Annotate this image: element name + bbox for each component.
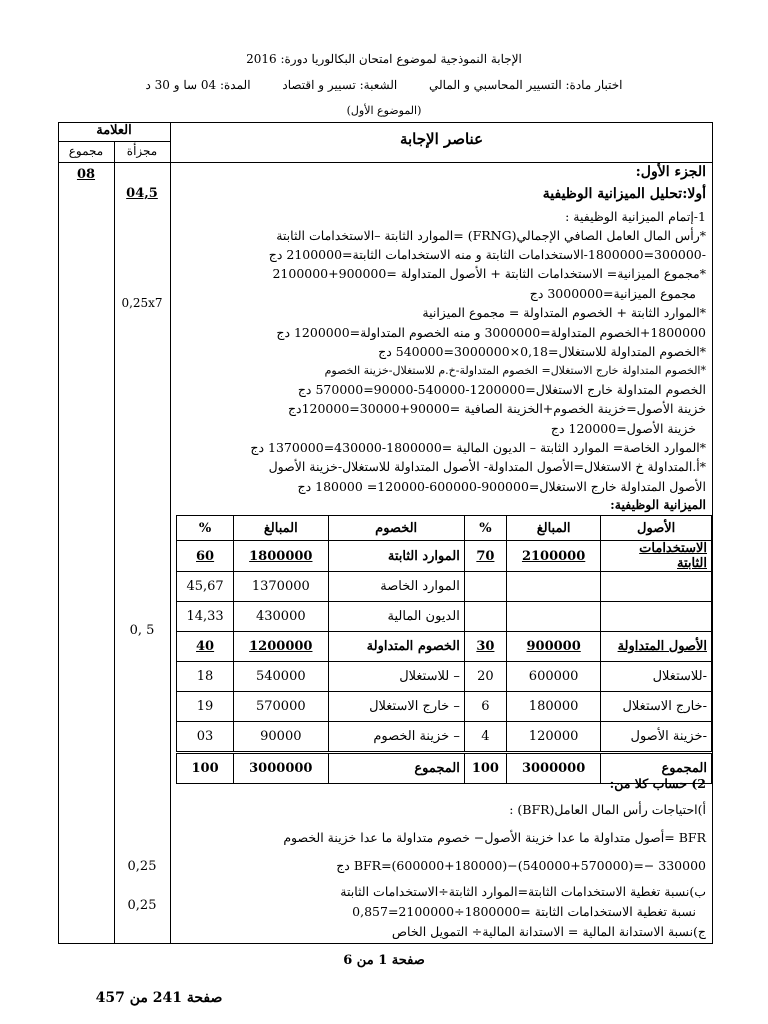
table-row [177, 632, 712, 662]
answer-line: الميزانية الوظيفية: [610, 497, 706, 512]
answer-line: ب)نسبة تغطية الاستخدامات الثابتة=الموارد الثابتة÷الاستخدامات الثابتة [340, 884, 706, 899]
table-cell: 3000000 [234, 753, 328, 784]
table-cell: 45,67 [177, 572, 234, 602]
duration-label: المدة: 04 سا و 30 د [145, 78, 251, 92]
total-mark-value: 08 [76, 167, 96, 182]
answer-line: -300000=1800000-الاستخدامات الثابتة و منه الاستخدامات الثابتة=2100000 دج [268, 247, 706, 262]
table-cell: -خارج الاستغلال [601, 692, 712, 722]
answer-line: 1800000+الخصوم المتداولة=3000000 و منه الخصوم المتداولة=1200000 دج [276, 325, 706, 340]
table-cell: الديون المالية [328, 602, 464, 632]
table-cell: 540000 [234, 662, 328, 692]
part-mark-header: مجزأة [126, 144, 158, 158]
part-mark-value: 0,25 [127, 898, 157, 913]
table-cell: المجموع [328, 753, 464, 784]
answer-line: أولا:تحليل الميزانية الوظيفية [542, 186, 706, 202]
table-cell [506, 602, 600, 632]
table-cell: 30 [464, 632, 506, 662]
table-header-cell: الأصول [601, 516, 712, 541]
table-cell: 40 [177, 632, 234, 662]
table-cell: 03 [177, 722, 234, 753]
answer-line: *مجموع الميزانية= الاستخدامات الثابتة + الأصول المتداولة =900000+2100000 [272, 266, 706, 281]
answer-line: أ)احتياجات رأس المال العامل(BFR) : [509, 802, 706, 817]
marks-column-divider [170, 122, 171, 944]
answer-line: *الموارد الخاصة= الموارد الثابتة – الديون المالية =1800000-430000=1370000 دج [250, 440, 706, 455]
table-cell [506, 572, 600, 602]
table-cell [464, 602, 506, 632]
answer-line: *رأس المال العامل الصافي الإجمالي(FRNG) =الموارد الثابتة –الاستخدامات الثابتة [276, 228, 706, 243]
table-cell: الخصوم المتداولة [328, 632, 464, 662]
table-cell: 19 [177, 692, 234, 722]
table-row [177, 602, 712, 632]
table-header-cell: المبالغ [506, 516, 600, 541]
table-cell [601, 602, 712, 632]
marks-header: العلامة [96, 123, 132, 138]
answer-line: الجزء الأول: [635, 164, 706, 180]
table-cell: الموارد الثابتة [328, 541, 464, 572]
table-cell: 1370000 [234, 572, 328, 602]
table-cell: -خزينة الأصول [601, 722, 712, 753]
table-cell: المجموع [601, 753, 712, 784]
table-cell: – خزينة الخصوم [328, 722, 464, 753]
table-cell: الأصول المتداولة [601, 632, 712, 662]
table-cell: 600000 [506, 662, 600, 692]
marks-header-divider [58, 141, 170, 142]
answer-line: *الخصوم المتداولة للاستغلال=0,18×3000000=540000 دج [378, 344, 706, 359]
functional-balance-table [176, 515, 712, 784]
table-cell: 1200000 [234, 632, 328, 662]
table-cell: – للاستغلال [328, 662, 464, 692]
table-cell: 2100000 [506, 541, 600, 572]
answer-line: نسبة تغطية الاستخدامات الثابتة =1800000÷2100000=0,857 [352, 904, 696, 919]
branch-label: الشعبة: تسيير و اقتصاد [282, 78, 398, 92]
table-cell: 570000 [234, 692, 328, 722]
part-mark-value: 04,5 [126, 186, 158, 201]
table-cell: 430000 [234, 602, 328, 632]
table-cell: 180000 [506, 692, 600, 722]
table-row [177, 722, 712, 753]
table-header-cell: % [177, 516, 234, 541]
answer-line: *أ.المتداولة خ الاستغلال=الأصول المتداولة- الأصول المتداولة للاستغلال-خزينة الأصول [268, 459, 706, 474]
answer-line: *الخصوم المتداولة خارج الاستغلال= الخصوم المتداولة-خ.م للاستغلال-خزينة الخصوم [324, 364, 706, 377]
answer-line: BFR =أصول متداولة ما عدا خزينة الأصول− خصوم متداولة ما عدا خزينة الخصوم [283, 830, 706, 845]
subject-label: اختبار مادة: التسيير المحاسبي و المالي [429, 78, 623, 92]
table-cell: 90000 [234, 722, 328, 753]
table-cell: 1800000 [234, 541, 328, 572]
table-cell: 18 [177, 662, 234, 692]
table-cell: 900000 [506, 632, 600, 662]
answer-line: الأصول المتداولة خارج الاستغلال=900000-600000-120000= 180000 دج [297, 479, 706, 494]
part-mark-value: 0,25 [127, 859, 157, 874]
part-mark-value: 0, 5 [129, 623, 155, 638]
global-page-number: صفحة 241 من 457 [95, 990, 223, 1006]
answer-line: خزينة الأصول=خزينة الخصوم+الخزينة الصافية =90000+30000=120000دج [287, 401, 706, 416]
header-bottom-divider [58, 162, 713, 163]
answer-line: *الموارد الثابتة + الخصوم المتداولة = مجموع الميزانية [422, 305, 706, 320]
table-cell: 70 [464, 541, 506, 572]
answer-line: 2) حساب كلا من: [609, 776, 706, 791]
table-header-row [177, 516, 712, 541]
part-mark-value: 0,25x7 [121, 296, 163, 310]
table-cell: 20 [464, 662, 506, 692]
table-cell: 100 [177, 753, 234, 784]
page-number: صفحة 1 من 6 [343, 953, 425, 968]
table-cell: الاستخدامات الثابتة [601, 541, 712, 572]
table-cell: – خارج الاستغلال [328, 692, 464, 722]
exam-header-info [0, 78, 768, 92]
exam-header-title: الإجابة النموذجية لموضوع امتحان البكالوريا دورة: 2016 [246, 52, 522, 66]
table-cell [464, 572, 506, 602]
table-row [177, 692, 712, 722]
answer-line: ج)نسبة الاستدانة المالية = الاستدانة المالية÷ التمويل الخاص [391, 924, 706, 939]
table-cell: 120000 [506, 722, 600, 753]
total-mark-header: مجموع [68, 144, 104, 158]
answer-elements-header: عناصر الإجابة [399, 130, 484, 148]
marks-subcolumn-divider [114, 141, 115, 944]
topic-label: (الموضوع الأول) [346, 104, 422, 117]
table-cell: الموارد الخاصة [328, 572, 464, 602]
table-cell: 60 [177, 541, 234, 572]
answer-line: الخصوم المتداولة خارج الاستغلال=1200000-540000-90000=570000 دج [297, 382, 706, 397]
table-header-cell: الخصوم [328, 516, 464, 541]
table-cell: 4 [464, 722, 506, 753]
answer-line: مجموع الميزانية=3000000 دج [529, 286, 696, 301]
answer-line: BFR=(600000+180000)−(540000+570000)=− 330000 دج [336, 858, 706, 873]
table-row [177, 572, 712, 602]
table-cell: 3000000 [506, 753, 600, 784]
table-cell: 100 [464, 753, 506, 784]
table-row [177, 662, 712, 692]
answer-line: خزينة الأصول=120000 دج [550, 421, 696, 436]
answer-line: 1-إتمام الميزانية الوظيفية : [565, 209, 706, 224]
table-cell [601, 572, 712, 602]
table-cell: 6 [464, 692, 506, 722]
table-cell: -للاستغلال [601, 662, 712, 692]
table-row [177, 541, 712, 572]
table-cell: 14,33 [177, 602, 234, 632]
table-header-cell: % [464, 516, 506, 541]
table-header-cell: المبالغ [234, 516, 328, 541]
